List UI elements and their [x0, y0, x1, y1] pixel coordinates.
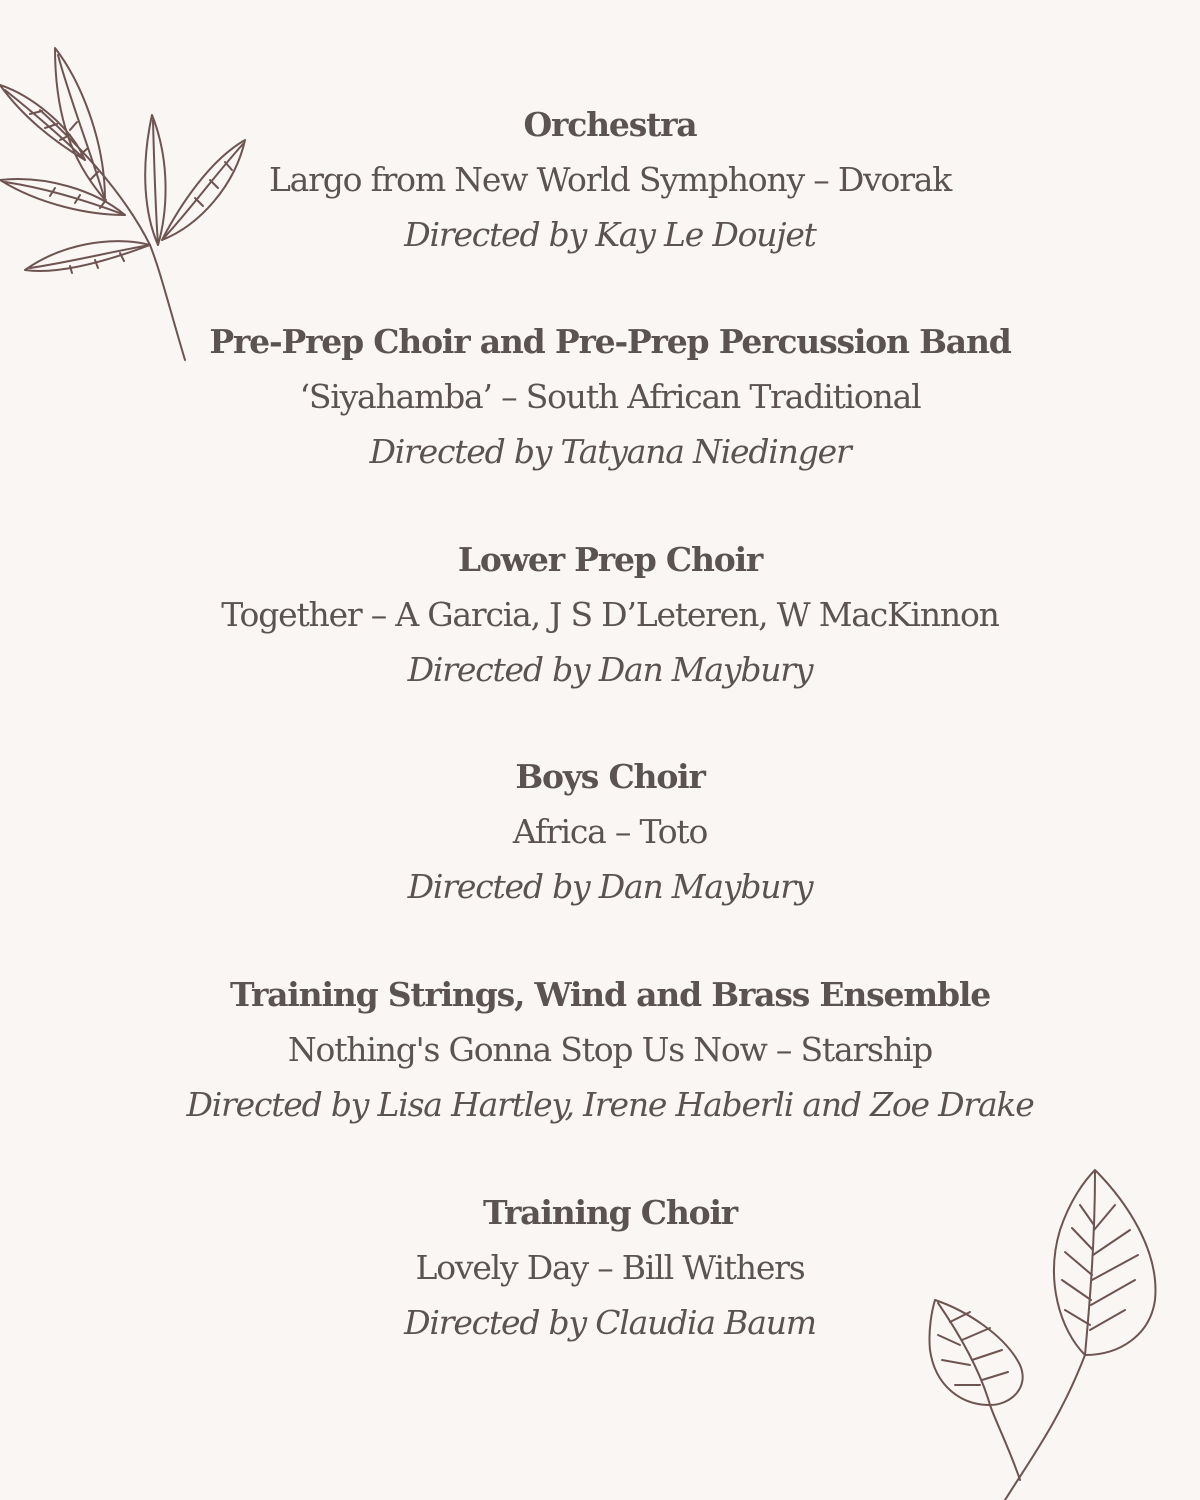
director-credit: Directed by Dan Maybury — [407, 650, 813, 689]
director-credit: Directed by Dan Maybury — [407, 867, 813, 906]
program-item-training-ensemble — [160, 967, 1060, 1132]
director-credit: Directed by Tatyana Niedinger — [369, 432, 851, 471]
ensemble-name: Training Choir — [483, 1193, 737, 1232]
piece-title: Nothing's Gonna Stop Us Now – Starship — [287, 1030, 933, 1069]
program-item-boys-choir — [160, 749, 1060, 914]
ensemble-name: Lower Prep Choir — [457, 540, 763, 579]
director-credit: Directed by Claudia Baum — [404, 1303, 816, 1342]
program-item-orchestra — [160, 97, 1060, 262]
ensemble-name: Training Strings, Wind and Brass Ensemble — [229, 975, 991, 1014]
piece-title: Together – A Garcia, J S D’Leteren, W MacKinnon — [221, 595, 999, 634]
program-item-lower-prep — [160, 532, 1060, 697]
ensemble-name: Pre-Prep Choir and Pre-Prep Percussion Band — [209, 322, 1011, 361]
piece-title: Lovely Day – Bill Withers — [415, 1248, 805, 1287]
director-credit: Directed by Lisa Hartley, Irene Haberli and Zoe Drake — [186, 1085, 1034, 1124]
piece-title: Africa – Toto — [512, 812, 708, 851]
piece-title: Largo from New World Symphony – Dvorak — [268, 160, 952, 199]
program-item-pre-prep — [160, 314, 1060, 479]
program-item-training-choir — [160, 1185, 1060, 1350]
ensemble-name: Orchestra — [523, 105, 697, 144]
piece-title: ‘Siyahamba’ – South African Traditional — [299, 377, 921, 416]
ensemble-name: Boys Choir — [515, 757, 705, 796]
director-credit: Directed by Kay Le Doujet — [404, 215, 816, 254]
